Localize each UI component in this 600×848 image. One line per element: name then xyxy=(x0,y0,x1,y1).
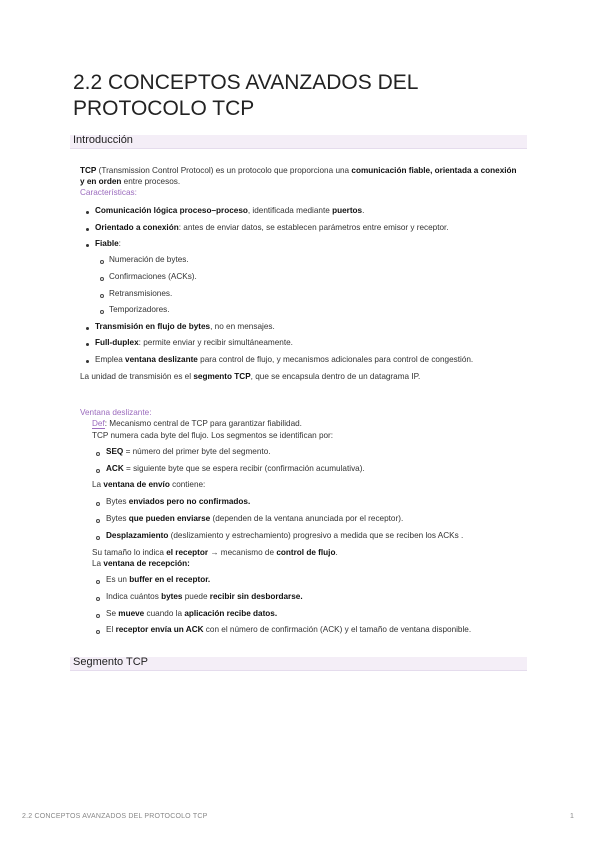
list-item: Indica cuántos bytes puede recibir sin desbordarse. xyxy=(106,592,303,601)
unit-paragraph: La unidad de transmisión es el segmento TCP, que se encapsula dentro de un datagrama IP. xyxy=(80,372,421,381)
list-item: SEQ = número del primer byte del segmento. xyxy=(106,447,271,456)
list-item: Bytes enviados pero no confirmados. xyxy=(106,497,251,506)
sub-bullet-icon xyxy=(96,502,100,506)
page-title: 2.2 CONCEPTOS AVANZADOS DEL PROTOCOLO TCP xyxy=(73,71,418,120)
list-item: Fiable: xyxy=(95,239,121,248)
sub-bullet-icon xyxy=(100,310,104,314)
intro-paragraph: TCP (Transmission Control Protocol) es un protocolo que proporciona una comunicación fiable, orientada a conexión xyxy=(80,166,517,175)
sub-list-item: Temporizadores. xyxy=(109,305,170,314)
sub-list-item: Retransmisiones. xyxy=(109,289,173,298)
sub-bullet-icon xyxy=(96,452,100,456)
sub-bullet-icon xyxy=(100,294,104,298)
section-title: Introducción xyxy=(73,134,133,146)
list-item: Se mueve cuando la aplicación recibe datos. xyxy=(106,609,278,618)
list-item: Es un buffer en el receptor. xyxy=(106,575,211,584)
list-item: Full-duplex: permite enviar y recibir simultáneamente. xyxy=(95,338,293,347)
list-item: Comunicación lógica proceso–proceso, identificada mediante puertos. xyxy=(95,206,365,215)
sub-bullet-icon xyxy=(96,630,100,634)
intro-paragraph-cont: y en orden entre procesos. xyxy=(80,177,181,186)
section-title: Segmento TCP xyxy=(73,656,149,668)
bullet-icon xyxy=(86,244,89,247)
list-item: Desplazamiento (deslizamiento y estrechamiento) progresivo a medida que se reciben los ACKs . xyxy=(106,531,464,540)
footer-title: 2.2 CONCEPTOS AVANZADOS DEL PROTOCOLO TCP xyxy=(22,813,208,820)
sub-bullet-icon xyxy=(100,277,104,281)
sub-bullet-icon xyxy=(96,597,100,601)
bullet-icon xyxy=(86,343,89,346)
list-item: Transmisión en flujo de bytes, no en mensajes. xyxy=(95,322,275,331)
sub-bullet-icon xyxy=(100,260,104,264)
bullet-icon xyxy=(86,327,89,330)
paragraph: Su tamaño lo indica el receptor → mecanismo de control de flujo. xyxy=(92,548,338,557)
list-item: El receptor envía un ACK con el número de confirmación (ACK) y el tamaño de ventana disponible. xyxy=(106,625,472,634)
list-item: Bytes que pueden enviarse (dependen de la ventana anunciada por el receptor). xyxy=(106,514,404,523)
sub-bullet-icon xyxy=(96,536,100,540)
paragraph: La ventana de recepción: xyxy=(92,559,190,568)
definition: Def: Mecanismo central de TCP para garantizar fiabilidad. xyxy=(92,419,302,428)
bullet-icon xyxy=(86,228,89,231)
sub-list-item: Numeración de bytes. xyxy=(109,255,189,264)
caracteristicas-label: Características: xyxy=(80,188,137,197)
def-tag: Def xyxy=(92,419,105,428)
sub-bullet-icon xyxy=(96,469,100,473)
sub-list-item: Confirmaciones (ACKs). xyxy=(109,272,197,281)
sub-bullet-icon xyxy=(96,580,100,584)
ventana-label: Ventana deslizante: xyxy=(80,408,152,417)
list-item: ACK = siguiente byte que se espera recibir (confirmación acumulativa). xyxy=(106,464,365,473)
section-header-introduccion xyxy=(70,135,527,149)
sub-bullet-icon xyxy=(96,614,100,618)
sub-bullet-icon xyxy=(96,519,100,523)
page-number: 1 xyxy=(570,813,574,820)
paragraph: La ventana de envío contiene: xyxy=(92,480,206,489)
list-item: Emplea ventana deslizante para control de flujo, y mecanismos adicionales para control de congestión. xyxy=(95,355,474,364)
bullet-icon xyxy=(86,211,89,214)
list-item: Orientado a conexión: antes de enviar datos, se establecen parámetros entre emisor y receptor. xyxy=(95,223,449,232)
bullet-icon xyxy=(86,360,89,363)
section-header-segmento-tcp xyxy=(70,657,527,671)
paragraph: TCP numera cada byte del flujo. Los segmentos se identifican por: xyxy=(92,431,334,440)
